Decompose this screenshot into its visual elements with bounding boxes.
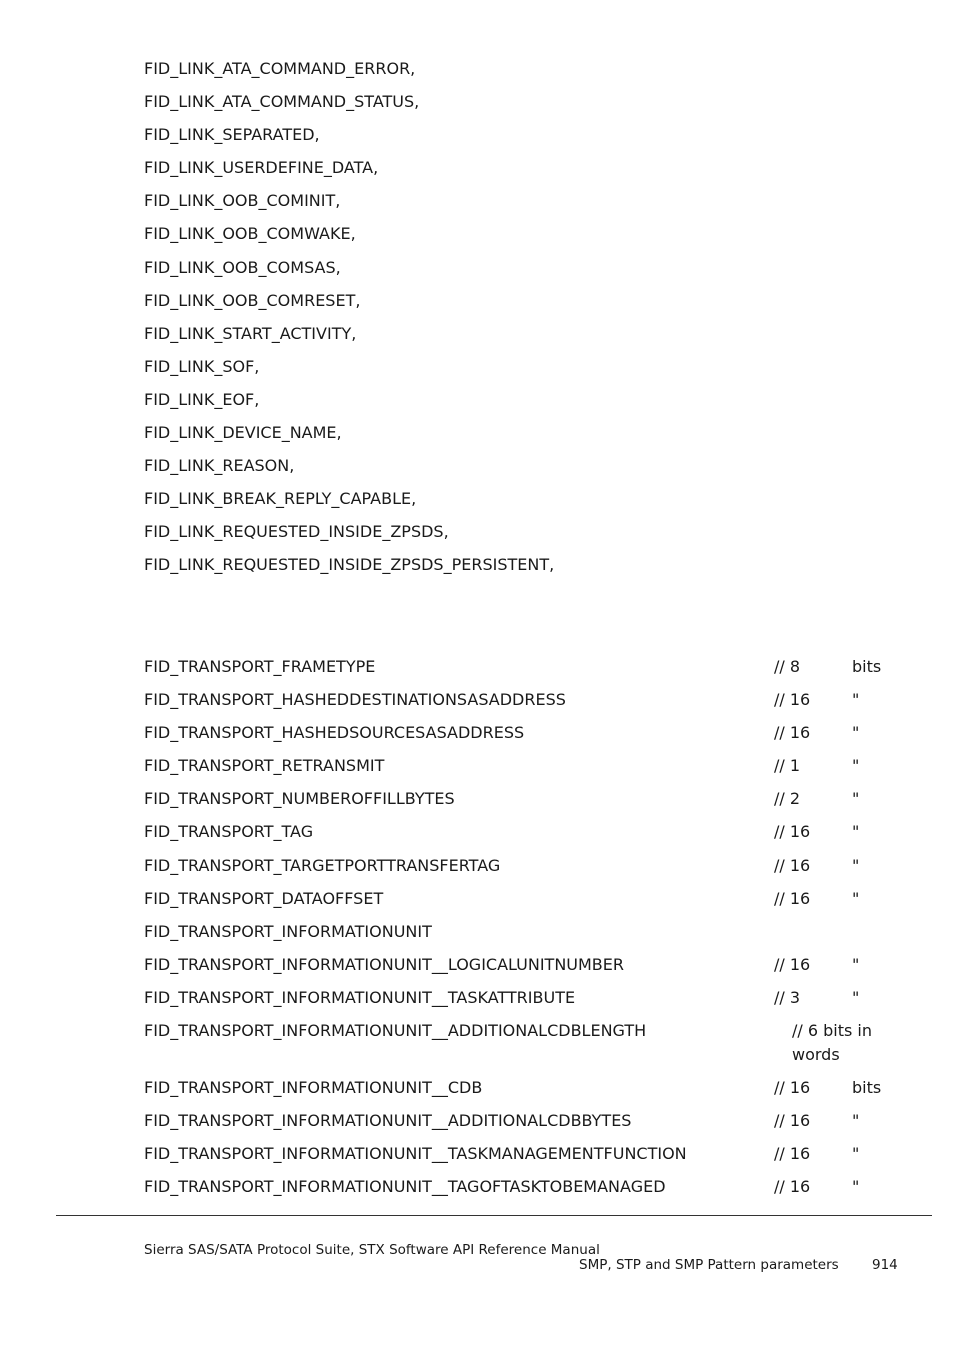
field-unit: " bbox=[852, 1111, 860, 1131]
list-item: FID_LINK_OOB_COMSAS, bbox=[144, 257, 341, 277]
field-name: FID_TRANSPORT_INFORMATIONUNIT__TASKMANAGEMENTFUNCTION bbox=[144, 1144, 687, 1164]
field-name: FID_TRANSPORT_INFORMATIONUNIT__CDB bbox=[144, 1078, 483, 1098]
table-row bbox=[144, 655, 904, 688]
field-comment: // 16 bbox=[774, 690, 811, 710]
field-name: FID_TRANSPORT_HASHEDDESTINATIONSASADDRESS bbox=[144, 690, 566, 710]
field-name: FID_TRANSPORT_RETRANSMIT bbox=[144, 756, 385, 776]
field-comment: // 2 bbox=[774, 789, 801, 809]
field-comment: // 16 bbox=[774, 822, 811, 842]
list-item: FID_LINK_ATA_COMMAND_STATUS, bbox=[144, 92, 420, 112]
table-row bbox=[144, 787, 904, 820]
field-unit: " bbox=[852, 1177, 860, 1197]
list-item: FID_LINK_DEVICE_NAME, bbox=[144, 423, 342, 443]
transport-field-table bbox=[144, 655, 904, 1208]
list-item: FID_LINK_OOB_COMRESET, bbox=[144, 290, 361, 310]
table-row bbox=[144, 854, 904, 887]
field-name: FID_TRANSPORT_DATAOFFSET bbox=[144, 888, 384, 908]
list-item: FID_LINK_SEPARATED, bbox=[144, 125, 320, 145]
field-comment: // 16 bbox=[774, 1177, 811, 1197]
table-row bbox=[144, 986, 904, 1019]
list-item: FID_LINK_BREAK_REPLY_CAPABLE, bbox=[144, 489, 417, 509]
list-item: FID_LINK_REQUESTED_INSIDE_ZPSDS_PERSISTENT, bbox=[144, 555, 555, 575]
footer-manual-title: Sierra SAS/SATA Protocol Suite, STX Software API Reference Manual bbox=[144, 1242, 600, 1258]
field-unit: bits bbox=[852, 1078, 882, 1098]
field-name: FID_TRANSPORT_FRAMETYPE bbox=[144, 657, 376, 676]
field-comment: // 1 bbox=[774, 756, 801, 776]
field-unit: " bbox=[852, 987, 860, 1007]
table-row bbox=[144, 1019, 904, 1076]
field-unit: " bbox=[852, 954, 860, 974]
field-comment: // 16 bbox=[774, 954, 811, 974]
table-row bbox=[144, 1076, 904, 1109]
field-name: FID_TRANSPORT_HASHEDSOURCESASADDRESS bbox=[144, 723, 525, 743]
field-name: FID_TRANSPORT_INFORMATIONUNIT__TASKATTRIBUTE bbox=[144, 987, 576, 1007]
field-name: FID_TRANSPORT_INFORMATIONUNIT__ADDITIONALCDBBYTES bbox=[144, 1111, 632, 1131]
list-item: FID_LINK_SOF, bbox=[144, 356, 260, 376]
table-row bbox=[144, 887, 904, 920]
field-comment: // 8 bbox=[774, 657, 801, 676]
field-unit: " bbox=[852, 690, 860, 710]
field-comment: // 16 bbox=[774, 723, 811, 743]
list-item: FID_LINK_USERDEFINE_DATA, bbox=[144, 158, 379, 178]
field-name: FID_TRANSPORT_INFORMATIONUNIT__TAGOFTASKTOBEMANAGED bbox=[144, 1177, 666, 1197]
field-comment: // 16 bbox=[774, 1144, 811, 1164]
field-name: FID_TRANSPORT_TAG bbox=[144, 822, 314, 842]
table-row bbox=[144, 721, 904, 754]
field-name: FID_TRANSPORT_NUMBEROFFILLBYTES bbox=[144, 789, 455, 809]
field-name: FID_TRANSPORT_TARGETPORTTRANSFERTAG bbox=[144, 855, 501, 875]
field-comment bbox=[774, 920, 852, 953]
field-comment: // 16 bbox=[774, 1078, 811, 1098]
field-comment: // 16 bbox=[774, 888, 811, 908]
field-name: FID_TRANSPORT_INFORMATIONUNIT__ADDITIONALCDBLENGTH bbox=[144, 1021, 647, 1041]
field-unit: " bbox=[852, 756, 860, 776]
field-name: FID_TRANSPORT_INFORMATIONUNIT__LOGICALUNITNUMBER bbox=[144, 954, 625, 974]
field-name: FID_TRANSPORT_INFORMATIONUNIT bbox=[144, 921, 432, 941]
list-item: FID_LINK_OOB_COMINIT, bbox=[144, 191, 341, 211]
field-unit: " bbox=[852, 789, 860, 809]
table-row bbox=[144, 1142, 904, 1175]
field-comment: // 16 bbox=[774, 855, 811, 875]
field-unit: " bbox=[852, 723, 860, 743]
table-row bbox=[144, 754, 904, 787]
table-row bbox=[144, 820, 904, 853]
table-row bbox=[144, 1109, 904, 1142]
field-comment: // 6 bits in words bbox=[792, 1021, 873, 1065]
field-unit: " bbox=[852, 822, 860, 842]
list-item: FID_LINK_ATA_COMMAND_ERROR, bbox=[144, 59, 416, 78]
table-row bbox=[144, 688, 904, 721]
footer-section-title: SMP, STP and SMP Pattern parameters bbox=[579, 1257, 839, 1273]
field-unit: " bbox=[852, 888, 860, 908]
table-row bbox=[144, 1175, 904, 1208]
footer-divider bbox=[56, 1215, 932, 1216]
link-field-list bbox=[144, 56, 554, 586]
field-unit: " bbox=[852, 1144, 860, 1164]
field-unit: bits bbox=[852, 657, 882, 676]
table-row bbox=[144, 920, 904, 953]
page-number: 914 bbox=[872, 1257, 898, 1273]
list-item: FID_LINK_REQUESTED_INSIDE_ZPSDS, bbox=[144, 522, 449, 542]
list-item: FID_LINK_EOF, bbox=[144, 389, 260, 409]
table-row bbox=[144, 953, 904, 986]
field-unit: " bbox=[852, 855, 860, 875]
field-comment: // 3 bbox=[774, 987, 801, 1007]
list-item: FID_LINK_REASON, bbox=[144, 456, 295, 476]
field-unit bbox=[852, 920, 904, 953]
field-comment: // 16 bbox=[774, 1111, 811, 1131]
list-item: FID_LINK_START_ACTIVITY, bbox=[144, 323, 357, 343]
list-item: FID_LINK_OOB_COMWAKE, bbox=[144, 224, 356, 244]
